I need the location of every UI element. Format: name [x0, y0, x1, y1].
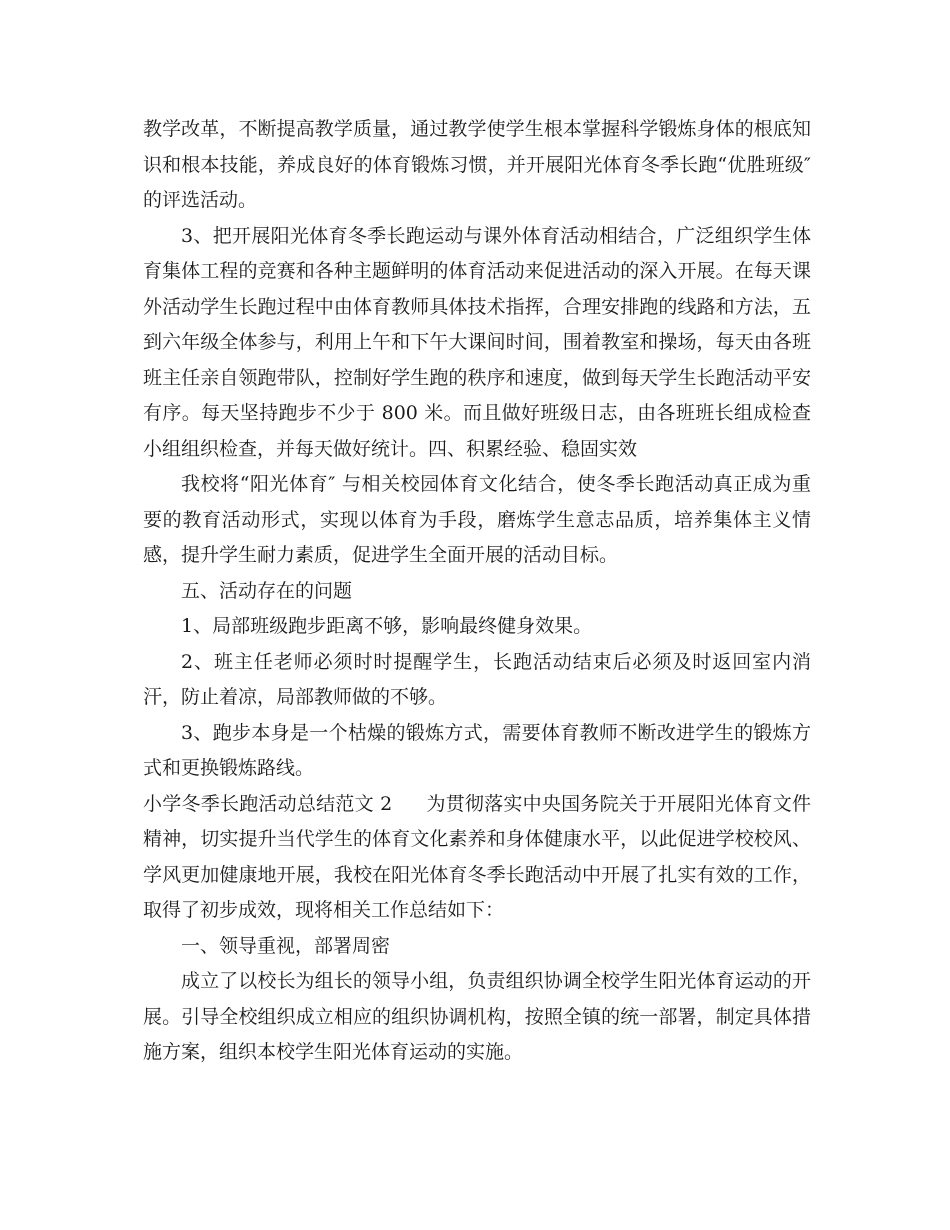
- paragraph-item-3-activities: 3、把开展阳光体育冬季长跑运动与课外体育活动相结合，广泛组织学生体育集体工程的竞赛和各种主题鲜明的体育活动来促进活动的深入开展。在每天课外活动学生长跑过程中由体育教师具体技术指挥，合理安排跑的线路和方法，五到六年级全体参与，利用上午和下午大课间时间，围着教室和操场，每天由各班班主任亲自领跑带队，控制好学生跑的秩序和速度，做到每天学生长跑活动平安有序。每天坚持跑步不少于 800 米。而且做好班级日志，由各班班长组成检查小组组织检查，并每天做好统计。四、积累经验、稳固实效: [143, 224, 811, 460]
- paragraph-school-culture: 我校将“阳光体育″ 与相关校园体育文化结合，使冬季长跑活动真正成为重要的教育活动形式，实现以体育为手段，磨炼学生意志品质，培养集体主义情感，提升学生耐力素质，促进学生全面开展的活动目标。: [143, 473, 811, 566]
- paragraph-problem-3: 3、跑步本身是一个枯燥的锻炼方式，需要体育教师不断改进学生的锻炼方式和更换锻炼路线。: [143, 721, 811, 779]
- paragraph-continuation: 教学改革，不断提高教学质量，通过教学使学生根本掌握科学锻炼身体的根底知识和根本技能，养成良好的体育锻炼习惯，并开展阳光体育冬季长跑“优胜班级″的评选活动。: [143, 118, 811, 211]
- paragraph-problem-2: 2、班主任老师必须时时提醒学生，长跑活动结束后必须及时返回室内消汗，防止着凉，局部教师做的不够。: [143, 650, 811, 708]
- document-body: [143, 112, 811, 1071]
- section-title: 小学冬季长跑活动总结范文 2: [143, 792, 393, 815]
- paragraph-problem-1: 1、局部班级跑步距离不够，影响最终健身效果。: [181, 615, 593, 637]
- section-intro-paragraph: [143, 787, 811, 929]
- section-intro-text: 为贯彻落实中央国务院关于开展阳光体育文件精神，切实提升当代学生的体育文化素养和身体健康水平，以此促进学校校风、学风更加健康地开展，我校在阳光体育冬季长跑活动中开展了扎实有效的工作，取得了初步成效，现将相关工作总结如下：: [143, 792, 811, 921]
- heading-leadership: 一、领导重视，部署周密: [181, 934, 391, 957]
- paragraph-leadership-group: 成立了以校长为组长的领导小组，负责组织协调全校学生阳光体育运动的开展。引导全校组织成立相应的组织协调机构，按照全镇的统一部署，制定具体措施方案，组织本校学生阳光体育运动的实施。: [143, 970, 811, 1063]
- heading-problems: 五、活动存在的问题: [181, 579, 353, 602]
